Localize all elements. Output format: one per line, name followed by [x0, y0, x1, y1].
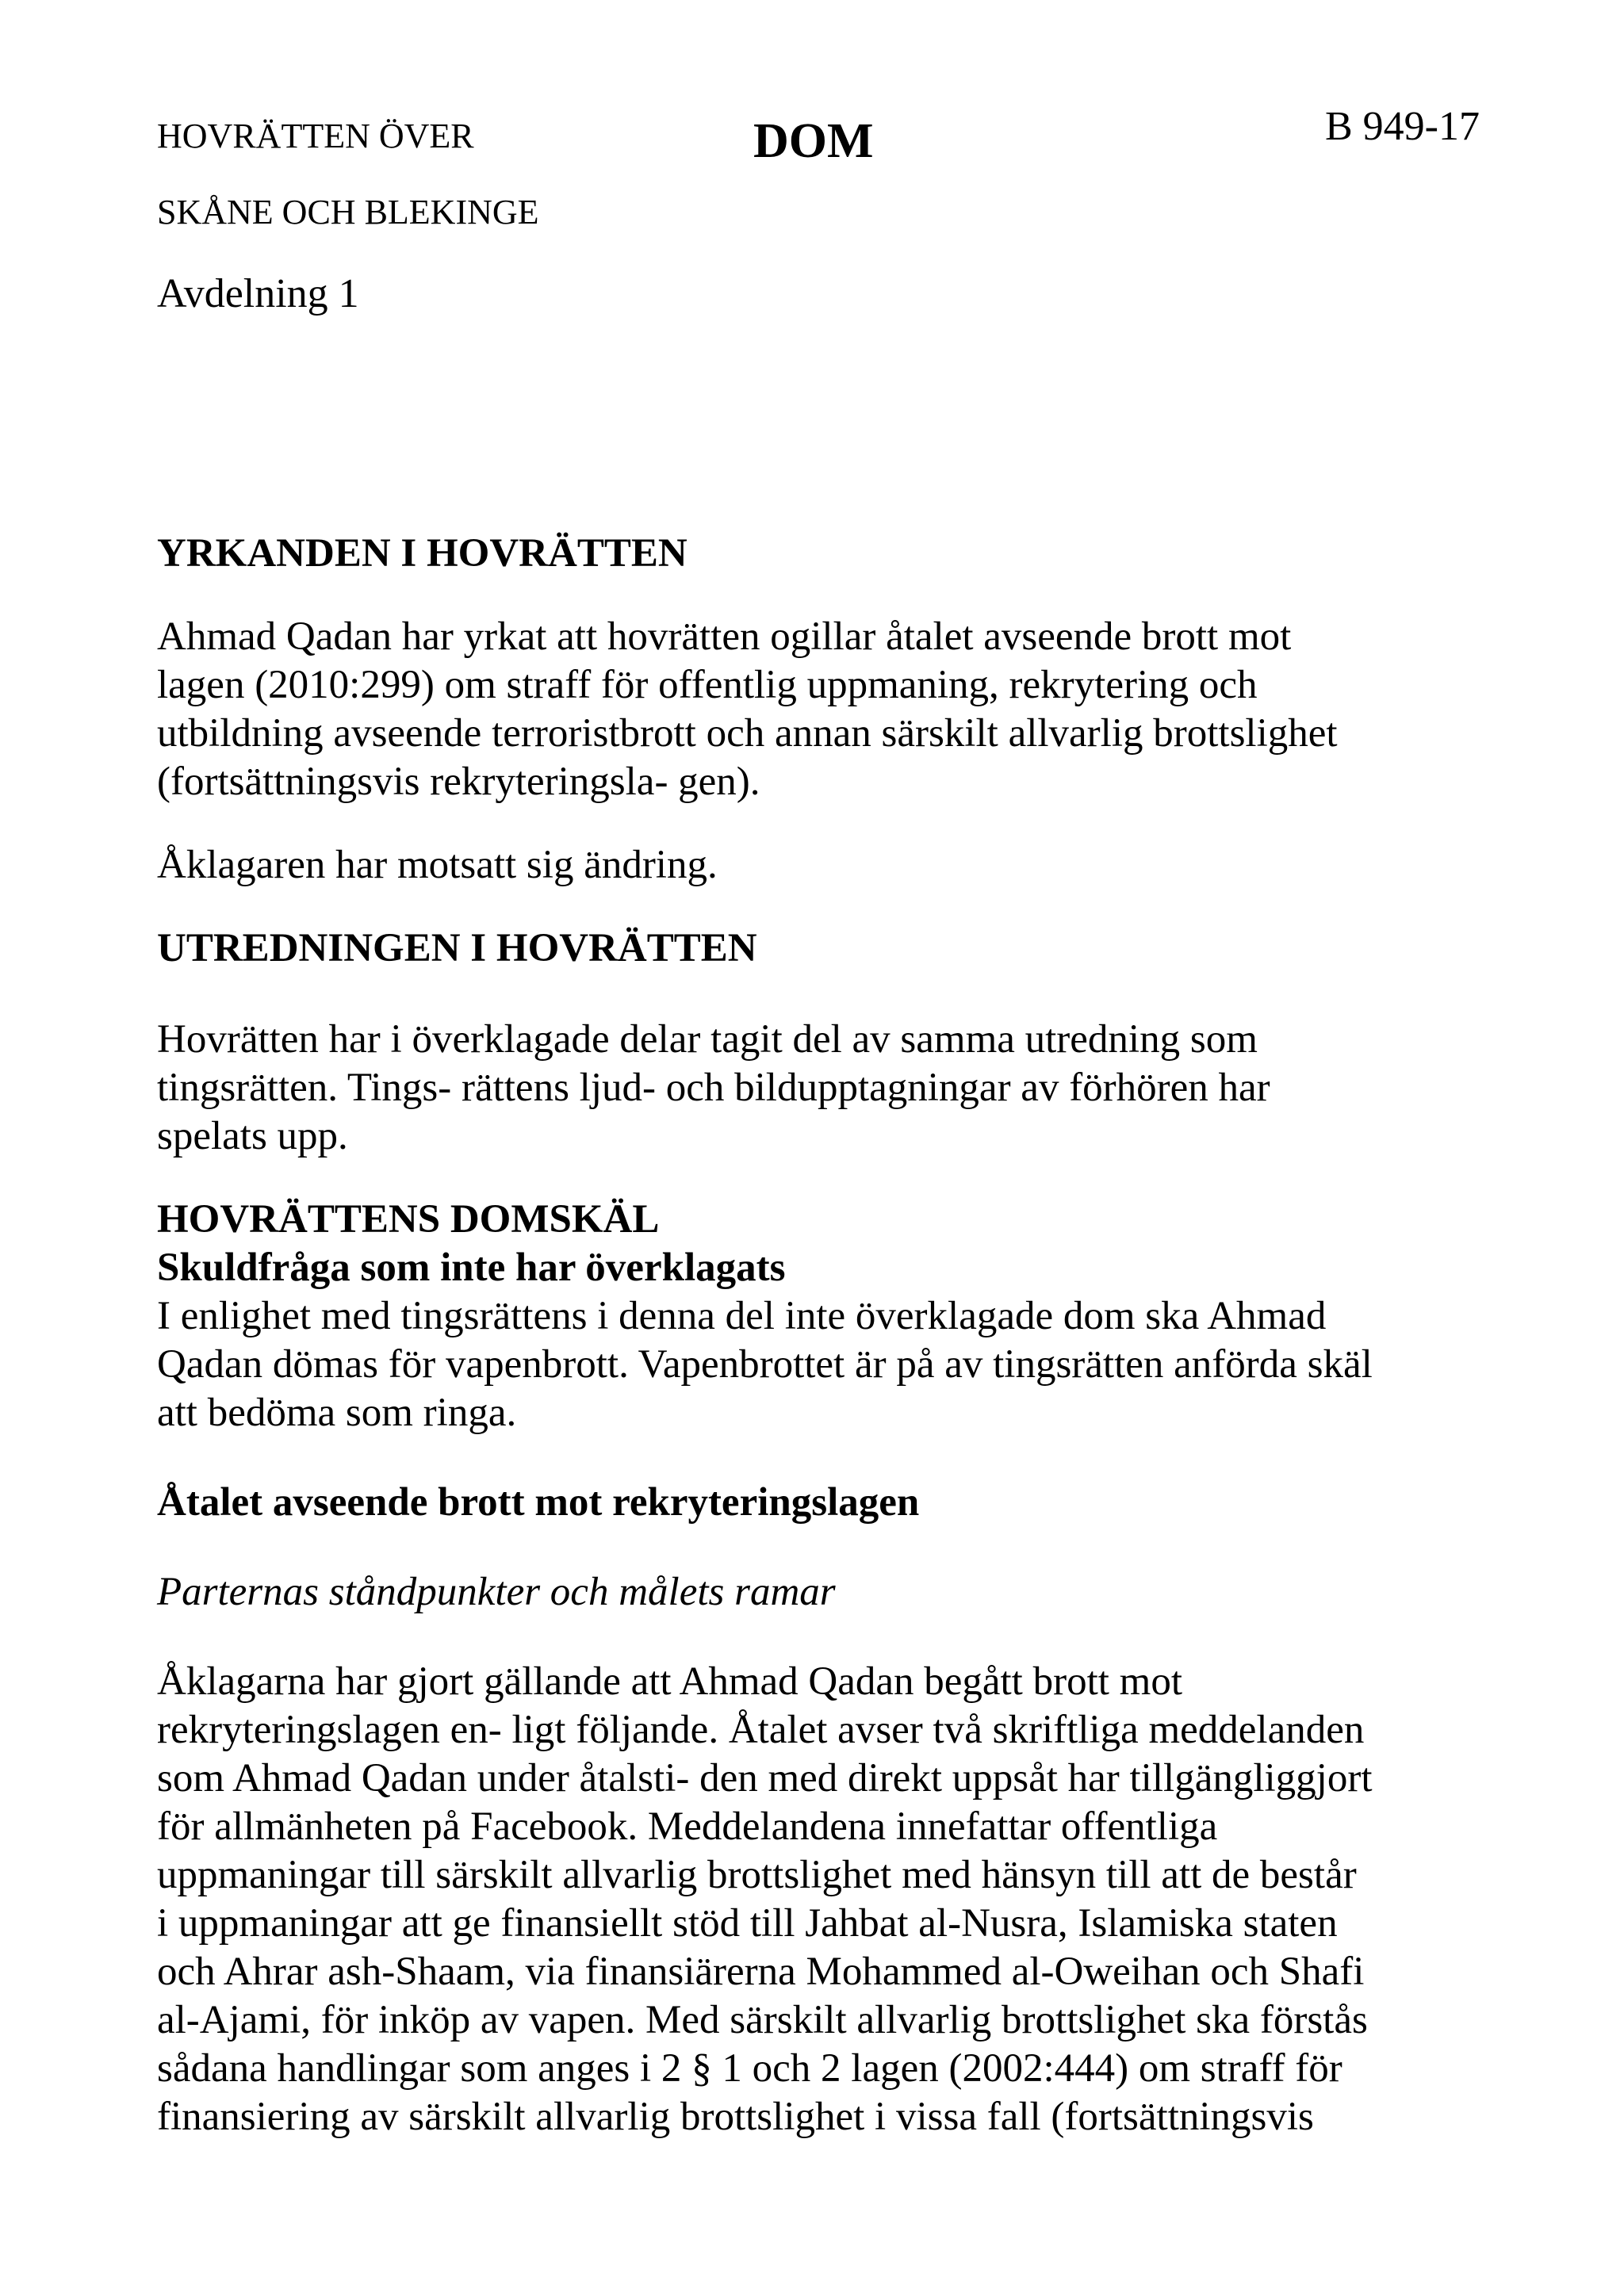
- text-line: spelats upp.: [157, 1114, 348, 1158]
- text-line: för allmänheten på Facebook. Meddelandena innefattar offentliga: [157, 1804, 1218, 1849]
- text-line: Ahmad Qadan har yrkat att hovrätten ogillar åtalet avseende brott mot: [157, 614, 1292, 659]
- claims-paragraph: [157, 613, 1489, 806]
- text-line: och Ahrar ash-Shaam, via finansiärerna Mohammed al-Oweihan och Shafi: [157, 1950, 1365, 1994]
- text-line: som Ahmad Qadan under åtalsti- den med direkt uppsåt har tillgängliggjort: [157, 1756, 1373, 1800]
- document-body: [157, 530, 1489, 2141]
- subheading-uncontested-guilt: Skuldfråga som inte har överklagats: [157, 1246, 786, 1290]
- court-name-line-1: HOVRÄTTEN ÖVER: [157, 117, 474, 155]
- division-label: Avdelning 1: [157, 271, 359, 316]
- section-heading-investigation: UTREDNINGEN I HOVRÄTTEN: [157, 926, 757, 970]
- prosecutor-response-paragraph: Åklagaren har motsatt sig ändring.: [157, 843, 718, 887]
- court-name-line-2: SKÅNE OCH BLEKINGE: [157, 193, 539, 232]
- text-line: Qadan dömas för vapenbrott. Vapenbrottet är på av tingsrätten anförda skäl: [157, 1342, 1373, 1387]
- investigation-paragraph: [157, 1016, 1489, 1161]
- text-line: finansiering av särskilt allvarlig brottslighet i vissa fall (fortsättningsvis: [157, 2095, 1314, 2139]
- italic-subheading-positions: Parternas ståndpunkter och målets ramar: [157, 1570, 836, 1614]
- text-line: Åklagarna har gjort gällande att Ahmad Qadan begått brott mot: [157, 1659, 1183, 1704]
- section-heading-reasons: HOVRÄTTENS DOMSKÄL: [157, 1197, 660, 1242]
- text-line: sådana handlingar som anges i 2 § 1 och 2 lagen (2002:444) om straff för: [157, 2046, 1342, 2091]
- text-line: i uppmaningar att ge finansiellt stöd till Jahbat al-Nusra, Islamiska staten: [157, 1901, 1338, 1946]
- reasons-paragraph: [157, 1292, 1489, 1437]
- text-line: al-Ajami, för inköp av vapen. Med särskilt allvarlig brottslighet ska förstås: [157, 1998, 1368, 2042]
- text-line: att bedöma som ringa.: [157, 1391, 517, 1435]
- subheading-charge: Åtalet avseende brott mot rekryteringslagen: [157, 1480, 920, 1525]
- text-line: tingsrätten. Tings- rättens ljud- och bildupptagningar av förhören har: [157, 1066, 1270, 1110]
- text-line: uppmaningar till särskilt allvarlig brottslighet med hänsyn till att de består: [157, 1853, 1357, 1897]
- case-number: B 949-17: [1325, 104, 1480, 149]
- text-line: rekryteringslagen en- ligt följande. Åtalet avser två skriftliga meddelanden: [157, 1708, 1365, 1752]
- document-type-title: DOM: [753, 114, 874, 168]
- text-line: utbildning avseende terroristbrott och annan särskilt allvarlig brottslighet: [157, 711, 1338, 756]
- text-line: I enlighet med tingsrättens i denna del inte överklagade dom ska Ahmad: [157, 1294, 1327, 1338]
- section-heading-claims: YRKANDEN I HOVRÄTTEN: [157, 531, 688, 576]
- text-line: (fortsättningsvis rekryteringsla- gen).: [157, 760, 760, 804]
- text-line: Hovrätten har i överklagade delar tagit del av samma utredning som: [157, 1017, 1258, 1062]
- court-header: [157, 98, 539, 330]
- charge-paragraph: [157, 1658, 1489, 2141]
- text-line: lagen (2010:299) om straff för offentlig uppmaning, rekrytering och: [157, 663, 1258, 707]
